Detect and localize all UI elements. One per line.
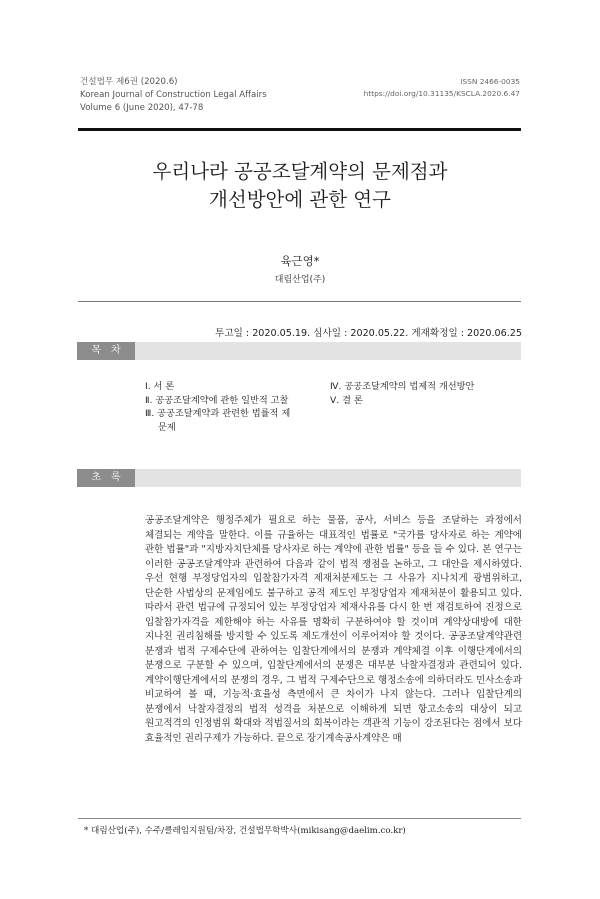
paper-title-line-1: 우리나라 공공조달계약의 문제점과 [152,160,448,183]
paper-title-line-2: 개선방안에 관한 연구 [209,188,391,211]
footnote-rule [78,818,521,819]
toc-item: Ⅲ. 공공조달계약과 관련한 법률적 제 [145,408,291,419]
toc-item: Ⅳ. 공공조달계약의 법제적 개선방안 [330,381,475,392]
submission-dates: 투고일 : 2020.05.19. 심사일 : 2020.05.22. 게재확정일 : 2020.06.25 [215,328,522,339]
toc-header-bar [77,342,521,360]
paper-title [0,158,600,214]
toc-left-column [145,380,290,434]
abstract-text: 공공조달계약은 행정주체가 필요로 하는 물품, 공사, 서비스 등을 조달하는 과정에서 체결되는 계약을 말한다. 이를 규율하는 대표적인 법률로 "국가를 당사자로 하는 계약에 관한 법률"과 "지방자치단체를 당사자로 하는 계약에 관한 법률" 등을 들 수 있다. 본 연구는 이러한 공공조달계약과 관련하여 다음과 같이 법적 쟁점을 논하고, 그 대안을 제시하였다. 우선 현행 부정당업자의 입찰참가자격 제재처분제도는 그 사유가 지나치게 광범위하고, 단순한 사법상의 문제임에도 불구하고 공적 제도인 부정당업자 제재처분이 활용되고 있다. 따라서 관련 법규에 규정되어 있는 부정당업자 제재사유를 다시 한 번 재검토하여 진정으로 입찰참가자격을 제한해야 하는 사유를 명확히 구분하여야 할 것이며 계약상대방에 대한 지나친 권리침해를 방지할 수 있도록 제도개선이 이루어져야 할 것이다. 공공조달계약관련 분쟁과 법적 구제수단에 관하여는 입찰단계에서의 분쟁과 계약체결 이후 이행단계에서의 분쟁으로 구분할 수 있으며, 입찰단계에서의 분쟁은 대부분 낙찰자결정과 관련되어 있다. 계약이행단계에서의 분쟁의 경우, 그 법적 구제수단으로 행정소송에 의하더라도 민사소송과 비교하여 볼 때, 기능적·효율성 측면에서 큰 차이가 나지 않는다. 그러나 입찰단계의 분쟁에서 낙찰자결정의 법적 성격을 처분으로 이해하게 되면 항고소송의 대상이 되고 원고적격의 인정범위 확대와 적법질서의 회복이라는 객관적 기능이 강조된다는 점에서 보다 효율적인 권리구제가 가능하다. 끝으로 장기계속공사계약은 매 [145,515,522,744]
journal-volume: Volume 6 (June 2020), 47-78 [80,103,204,113]
author-affiliation: 대림산업(주) [274,275,326,285]
toc-item: 문제 [158,421,176,433]
journal-korean-title: 건설법무 제6권 (2020.6) [80,77,178,87]
toc-label: 목차 [77,342,135,360]
toc-item: Ⅴ. 결 론 [330,394,363,406]
toc-item: Ⅰ. 서 론 [145,381,175,392]
header-rule [78,128,521,131]
abstract-header-bar [77,469,521,487]
journal-identifiers [364,76,520,100]
title-divider [78,301,521,302]
abstract-label: 초록 [77,469,135,487]
author-footnote: * 대림산업(주), 수주/클레임지원팀/차장, 건설법무학박사(mikisang@daelim.co.kr) [84,826,406,836]
toc-item: Ⅱ. 공공조달계약에 관한 일반적 고찰 [145,394,289,406]
issn: ISSN 2466-0035 [460,77,520,86]
journal-header [80,76,267,115]
toc-right-column [330,380,474,407]
author-name: 육근영* [280,254,320,268]
journal-english-title: Korean Journal of Construction Legal Affairs [80,90,267,100]
doi-link[interactable]: https://doi.org/10.31135/KSCLA.2020.6.47 [363,89,520,98]
